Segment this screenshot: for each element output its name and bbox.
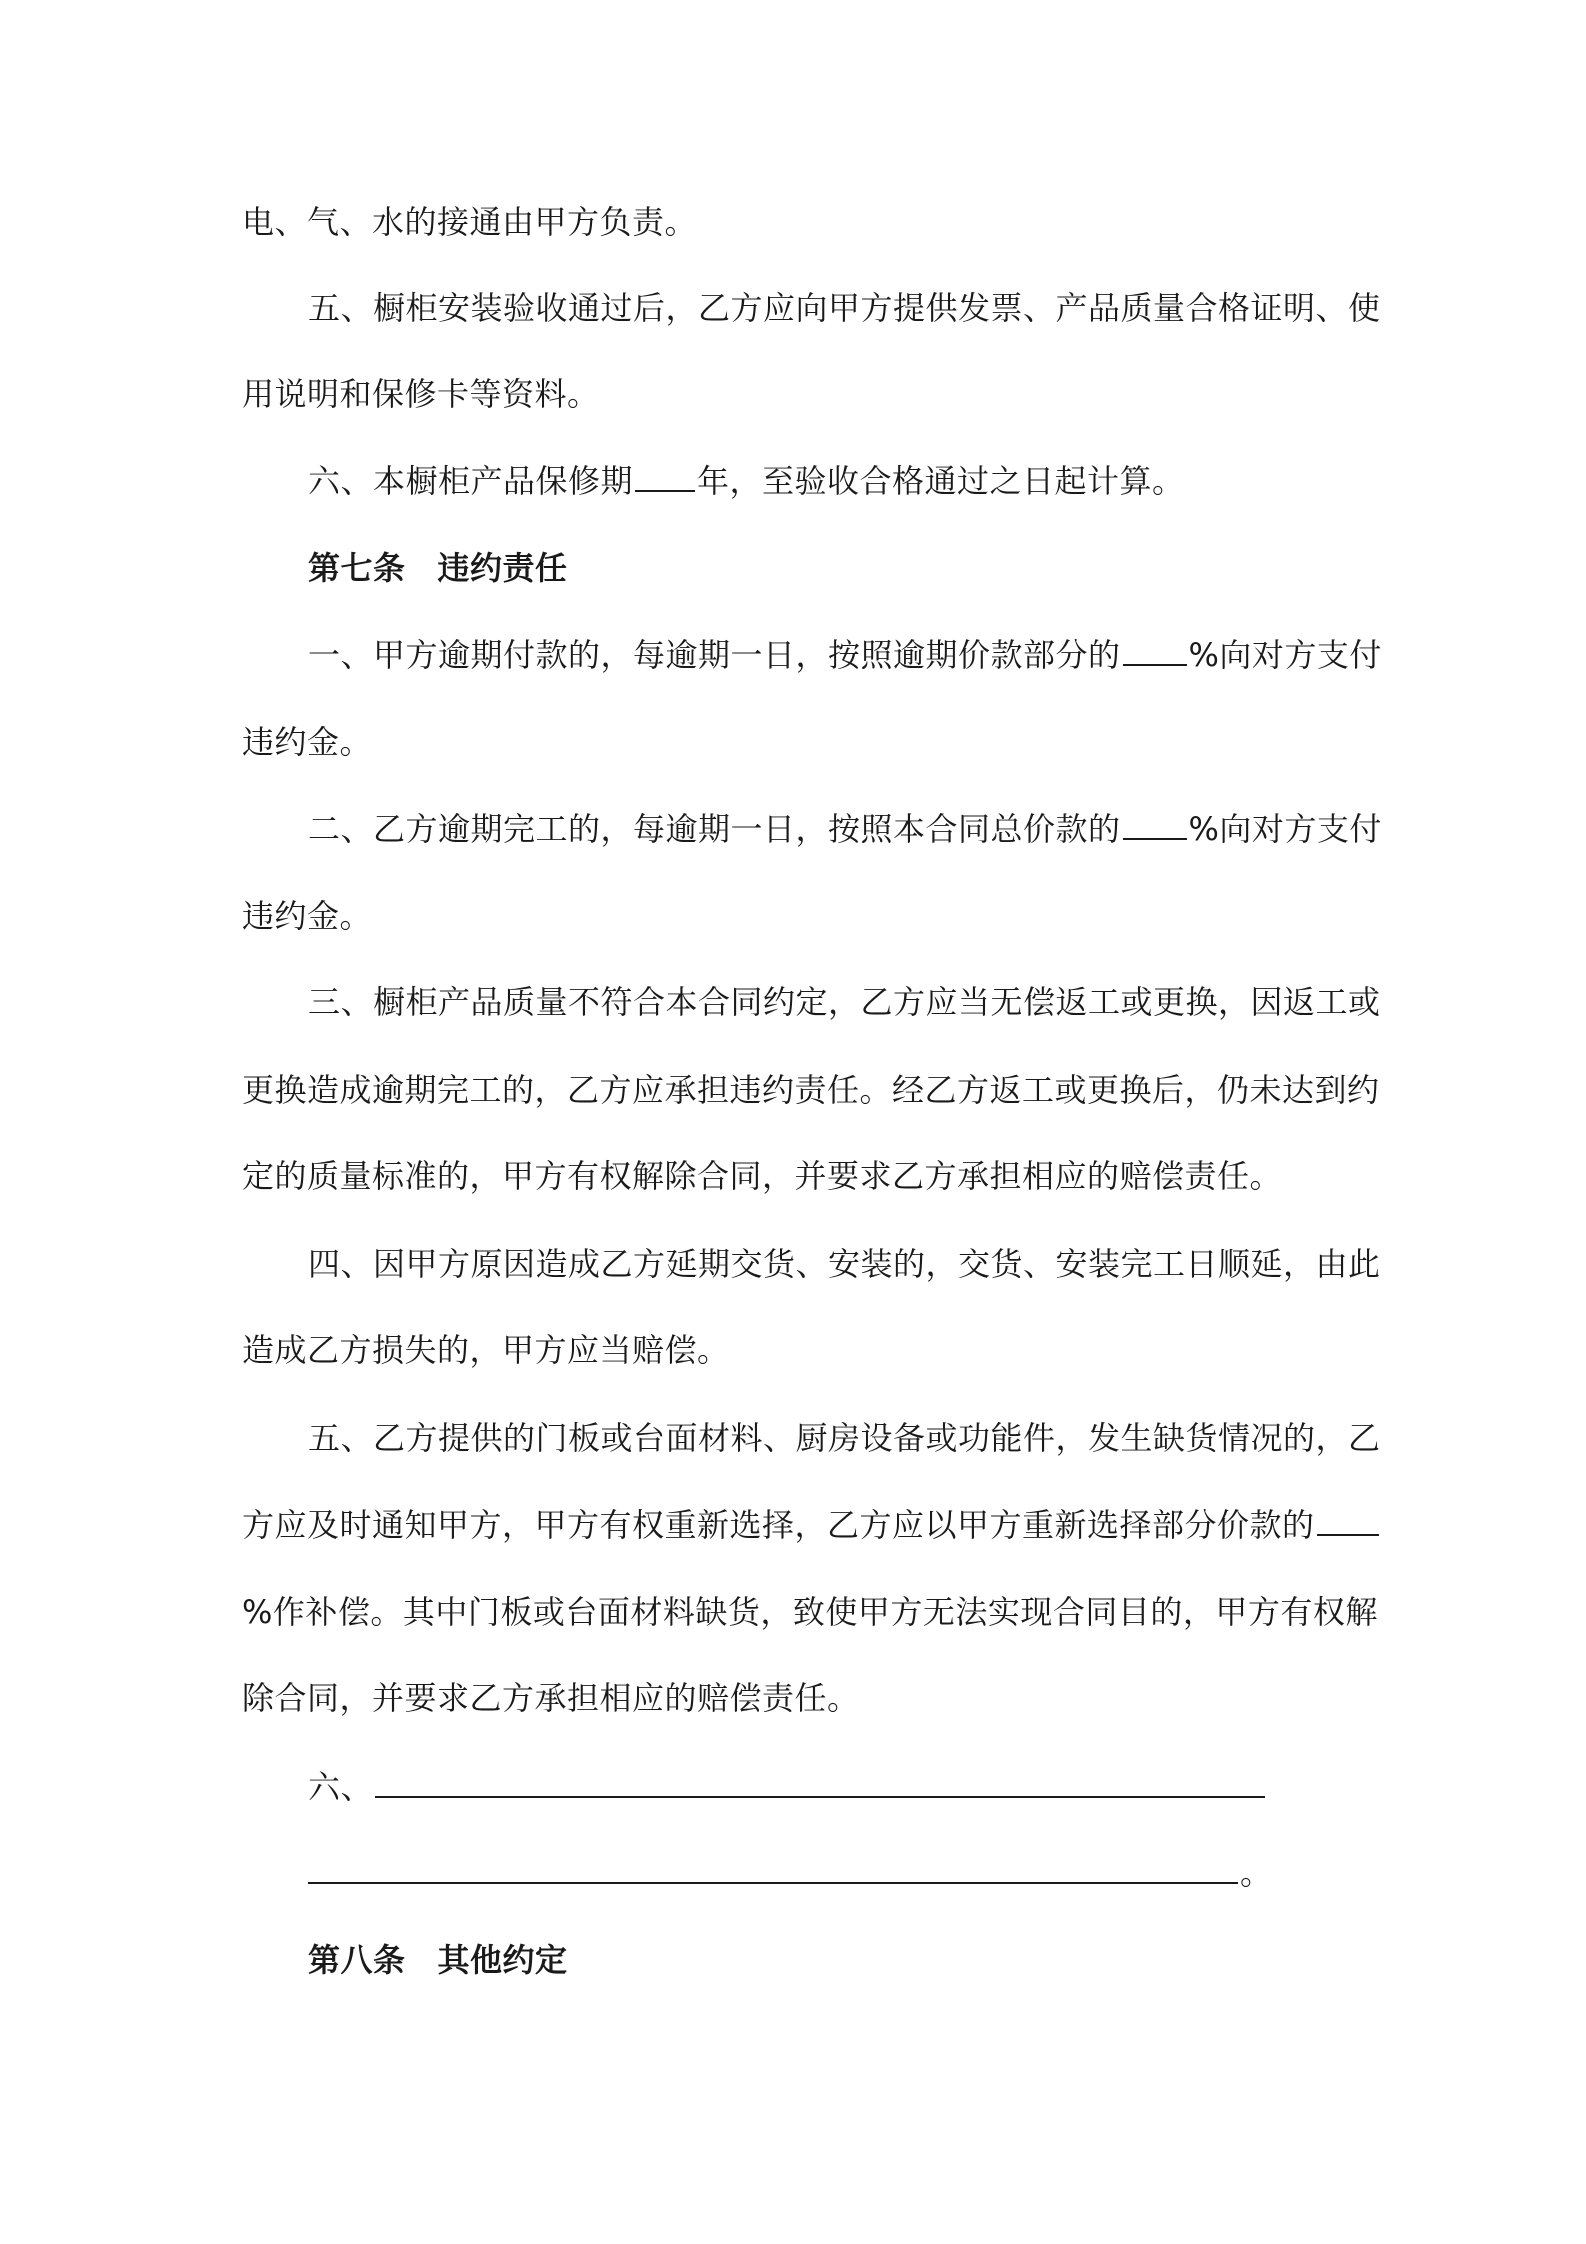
section-heading: 第七条 违约责任 <box>308 549 568 587</box>
fill-in-blank[interactable] <box>1123 634 1187 666</box>
paragraph-line: 六、 <box>308 1766 1362 1807</box>
paragraph-line: 违约金。 <box>242 723 373 761</box>
paragraph-line: %作补偿。其中门板或台面材料缺货，致使甲方无法实现合同目的，甲方有权解 <box>242 1593 1378 1631</box>
paragraph-line: 六、本橱柜产品保修期 年，至验收合格通过之日起计算。 <box>308 462 1185 500</box>
paragraph-line: 更换造成逾期完工的，乙方应承担违约责任。经乙方返工或更换后，仍未达到约 <box>242 1071 1380 1109</box>
paragraph-line: 造成乙方损失的，甲方应当赔偿。 <box>242 1331 730 1369</box>
paragraph-line: 电、气、水的接通由甲方负责。 <box>242 203 698 241</box>
paragraph-line: 三、橱柜产品质量不符合本合同约定，乙方应当无偿返工或更换，因返工或 <box>308 983 1381 1021</box>
paragraph-line: 。 <box>308 1852 1362 1893</box>
fill-in-blank[interactable] <box>308 1852 1238 1884</box>
paragraph-line: 五、橱柜安装验收通过后，乙方应向甲方提供发票、产品质量合格证明、使 <box>308 289 1381 327</box>
paragraph-line: 用说明和保修卡等资料。 <box>242 375 600 413</box>
paragraph-line: 定的质量标准的，甲方有权解除合同，并要求乙方承担相应的赔偿责任。 <box>242 1157 1283 1195</box>
paragraph-line: 四、因甲方原因造成乙方延期交货、安装的，交货、安装完工日顺延，由此 <box>308 1245 1381 1283</box>
paragraph-line: 除合同，并要求乙方承担相应的赔偿责任。 <box>242 1679 860 1717</box>
paragraph-line: 五、乙方提供的门板或台面材料、厨房设备或功能件，发生缺货情况的，乙 <box>308 1419 1381 1457</box>
fill-in-blank[interactable] <box>635 460 695 492</box>
paragraph-line: 违约金。 <box>242 897 373 935</box>
fill-in-blank[interactable] <box>1317 1504 1379 1536</box>
section-heading: 第八条 其他约定 <box>308 1941 568 1979</box>
paragraph-line: 二、乙方逾期完工的，每逾期一日，按照本合同总价款的 %向对方支付 <box>308 810 1382 848</box>
fill-in-blank[interactable] <box>375 1766 1265 1798</box>
paragraph-line: 一、甲方逾期付款的，每逾期一日，按照逾期价款部分的 %向对方支付 <box>308 636 1382 674</box>
paragraph-line: 方应及时通知甲方，甲方有权重新选择，乙方应以甲方重新选择部分价款的 <box>242 1504 1362 1545</box>
fill-in-blank[interactable] <box>1123 808 1187 840</box>
